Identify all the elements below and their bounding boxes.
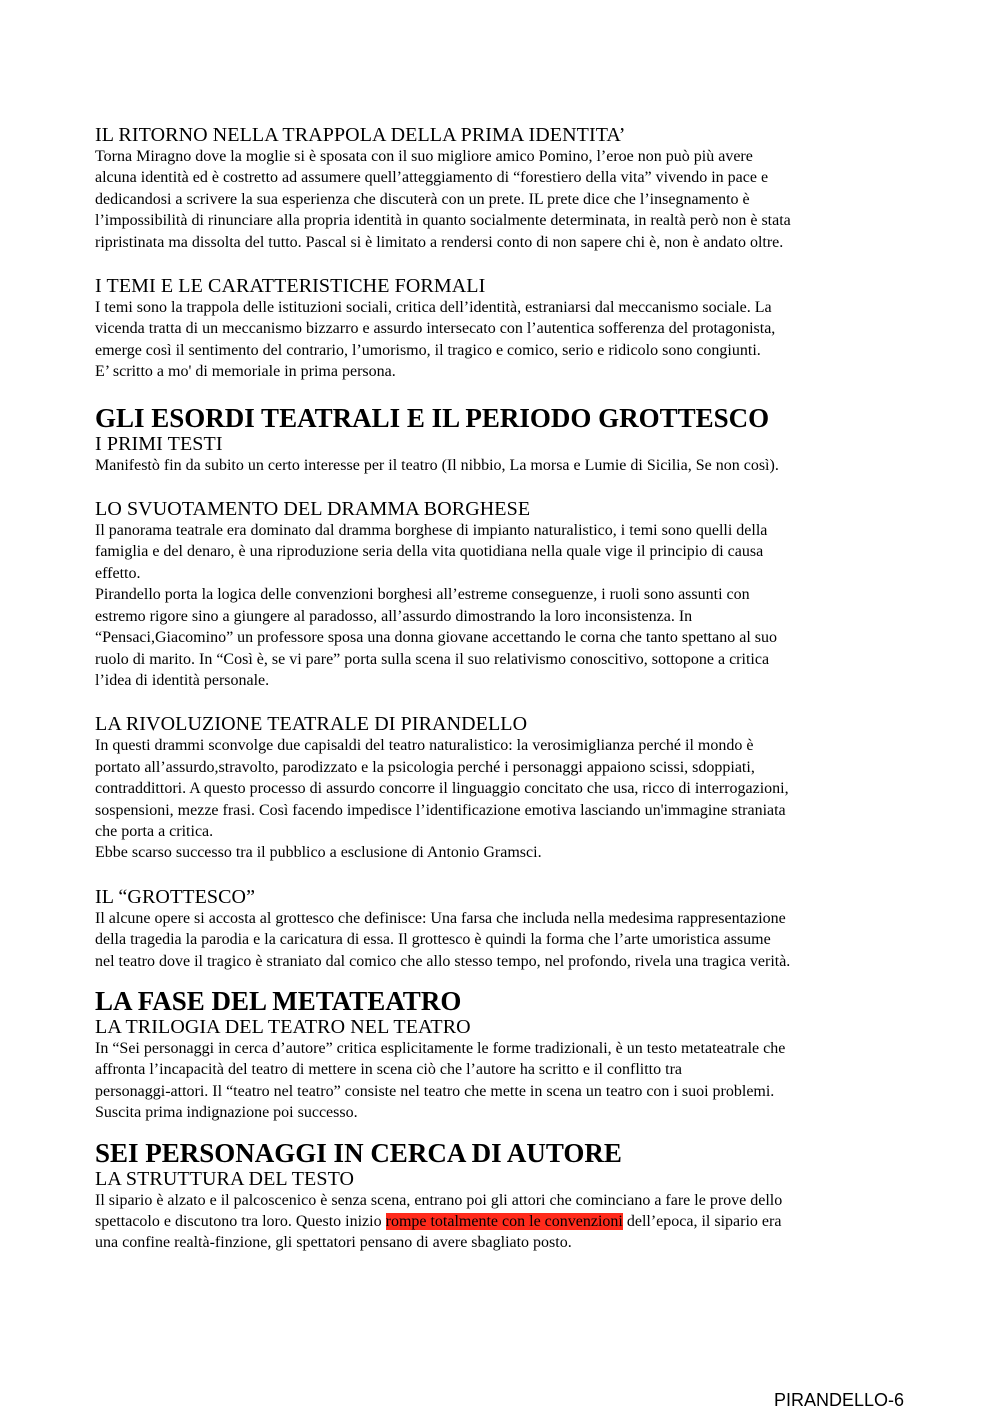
- text-line: affronta l’incapacità del teatro di mettere in scena ciò che l’autore ha scritto e il conflitto tra: [95, 1061, 682, 1079]
- paragraph: [95, 455, 905, 476]
- text-line: ripristinata ma dissolta del tutto. Pascal si è limitato a rendersi conto di non sapere chi è, non è andato oltre.: [95, 233, 784, 251]
- text-line: Suscita prima indignazione poi successo.: [95, 1104, 358, 1122]
- text-line: Il sipario è alzato e il palcoscenico è senza scena, entrano poi gli attori che cominciano a fare le prove dello: [95, 1191, 783, 1209]
- text-line: I temi sono la trappola delle istituzioni sociali, critica dell’identità, estraniarsi dal meccanismo sociale. La: [95, 299, 772, 317]
- page-footer-label: PIRANDELLO-6: [773, 1390, 904, 1410]
- text-line: personaggi-attori. Il “teatro nel teatro” consiste nel teatro che mette in scena un teatro con i suoi problemi.: [95, 1082, 775, 1100]
- text-line: In questi drammi sconvolge due capisaldi del teatro naturalistico: la verosimiglianza perché il mondo è: [95, 737, 754, 755]
- text-line: sospensioni, mezze frasi. Così facendo impedisce l’identificazione emotiva lasciando un'immagine straniata: [95, 801, 786, 819]
- text-line: famiglia e del denaro, è una riproduzione seria della vita quotidiana nella quale vige il principio di causa: [95, 543, 764, 561]
- section-heading: LO SVUOTAMENTO DEL DRAMMA BORGHESE: [95, 498, 531, 521]
- text-line: della tragedia la parodia e la caricatura di essa. Il grottesco è quindi la forma che l’arte umoristica assume: [95, 931, 771, 949]
- chapter-title: SEI PERSONAGGI IN CERCA DI AUTORE: [95, 1137, 622, 1168]
- text-line: una confine realtà-finzione, gli spettatori pensano di avere sbagliato posto.: [95, 1234, 572, 1252]
- text-line: ruolo di marito. In “Così è, se vi pare” porta sulla scena il suo relativismo conoscitivo, sottopone a critica: [95, 650, 770, 668]
- text-line: Ebbe scarso successo tra il pubblico a esclusione di Antonio Gramsci.: [95, 844, 542, 862]
- section-heading: I PRIMI TESTI: [95, 432, 223, 455]
- text-line: Torna Miragno dove la moglie si è sposata con il suo migliore amico Pomino, l’eroe non può più avere: [95, 148, 753, 165]
- text-line: estremo rigore sino a giungere al paradosso, all’assurdo dimostrando la loro inconsistenza. In: [95, 607, 693, 625]
- paragraph: [95, 1190, 905, 1254]
- text-line: effetto.: [95, 564, 141, 582]
- text-line: Pirandello porta la logica delle convenzioni borghesi all’estreme conseguenze, i ruoli sono assunti con: [95, 586, 750, 604]
- chapter-title: LA FASE DEL METATEATRO: [95, 985, 462, 1016]
- section-heading: IL RITORNO NELLA TRAPPOLA DELLA PRIMA IDENTITA’: [95, 124, 626, 146]
- text-line: Il alcune opere si accosta al grottesco che definisce: Una farsa che includa nella medesima rappresentazione: [95, 909, 786, 927]
- section-heading: LA RIVOLUZIONE TEATRALE DI PIRANDELLO: [95, 713, 528, 736]
- paragraph: [95, 735, 905, 863]
- text-segment: spettacolo e discutono tra loro. Questo inizio: [95, 1213, 386, 1230]
- text-line: emerge così il sentimento del contrario, l’umorismo, il tragico e comico, serio e ridicolo sono congiunti.: [95, 341, 761, 359]
- text-line: [95, 1211, 905, 1232]
- document-page: [95, 124, 905, 1254]
- text-line: nel teatro dove il tragico è straniato dal comico che allo stesso tempo, nel profondo, rivela una tragica verità.: [95, 952, 791, 970]
- section-heading: I TEMI E LE CARATTERISTICHE FORMALI: [95, 275, 486, 298]
- highlighted-text: rompe totalmente con le convenzioni: [385, 1213, 623, 1230]
- paragraph: [95, 146, 905, 253]
- section-heading: IL “GROTTESCO”: [95, 885, 256, 908]
- text-line: dedicandosi a scrivere la sua esperienza che discuterà con un prete. IL prete dice che l’insegnamento è: [95, 190, 750, 208]
- text-line: Il panorama teatrale era dominato dal dramma borghese di impianto naturalistico, i temi sono quelli della: [95, 522, 768, 540]
- text-line: l’impossibilità di rinunciare alla propria identità in quanto socialmente determinata, in realtà però non è stata: [95, 212, 791, 230]
- section-heading: LA TRILOGIA DEL TEATRO NEL TEATRO: [95, 1015, 471, 1038]
- text-line: l’idea di identità personale.: [95, 671, 270, 689]
- text-line: Manifestò fin da subito un certo interesse per il teatro (Il nibbio, La morsa e Lumie di Sicilia, Se non così).: [95, 456, 779, 474]
- paragraph: [95, 297, 905, 383]
- text-line: E’ scritto a mo' di memoriale in prima persona.: [95, 363, 396, 381]
- text-line: “Pensaci,Giacomino” un professore sposa una donna giovane accettando le corna che tanto spettano al suo: [95, 629, 777, 647]
- paragraph: [95, 520, 905, 691]
- paragraph: [95, 908, 905, 972]
- text-line: In “Sei personaggi in cerca d’autore” critica esplicitamente le forme tradizionali, è un testo metateatrale che: [95, 1039, 786, 1057]
- section-heading: LA STRUTTURA DEL TESTO: [95, 1167, 355, 1190]
- text-line: portato all’assurdo,stravolto, parodizzato e la psicologia perché i personaggi appaiono scissi, sdoppiati,: [95, 758, 755, 776]
- text-segment: dell’epoca, il sipario era: [622, 1213, 782, 1230]
- paragraph: [95, 1038, 905, 1124]
- text-line: alcuna identità ed è costretto ad assumere quell’atteggiamento di “forestiero della vita” vivendo in pace e: [95, 169, 769, 187]
- text-line: vicenda tratta di un meccanismo bizzarro e assurdo intersecato con l’autentica sofferenza del protagonista,: [95, 320, 776, 338]
- chapter-title: GLI ESORDI TEATRALI E IL PERIODO GROTTESCO: [95, 402, 770, 433]
- text-line: che porta a critica.: [95, 822, 214, 840]
- text-line: contraddittori. A questo processo di assurdo concorre il linguaggio concitato che usa, ricco di interrogazioni,: [95, 780, 789, 798]
